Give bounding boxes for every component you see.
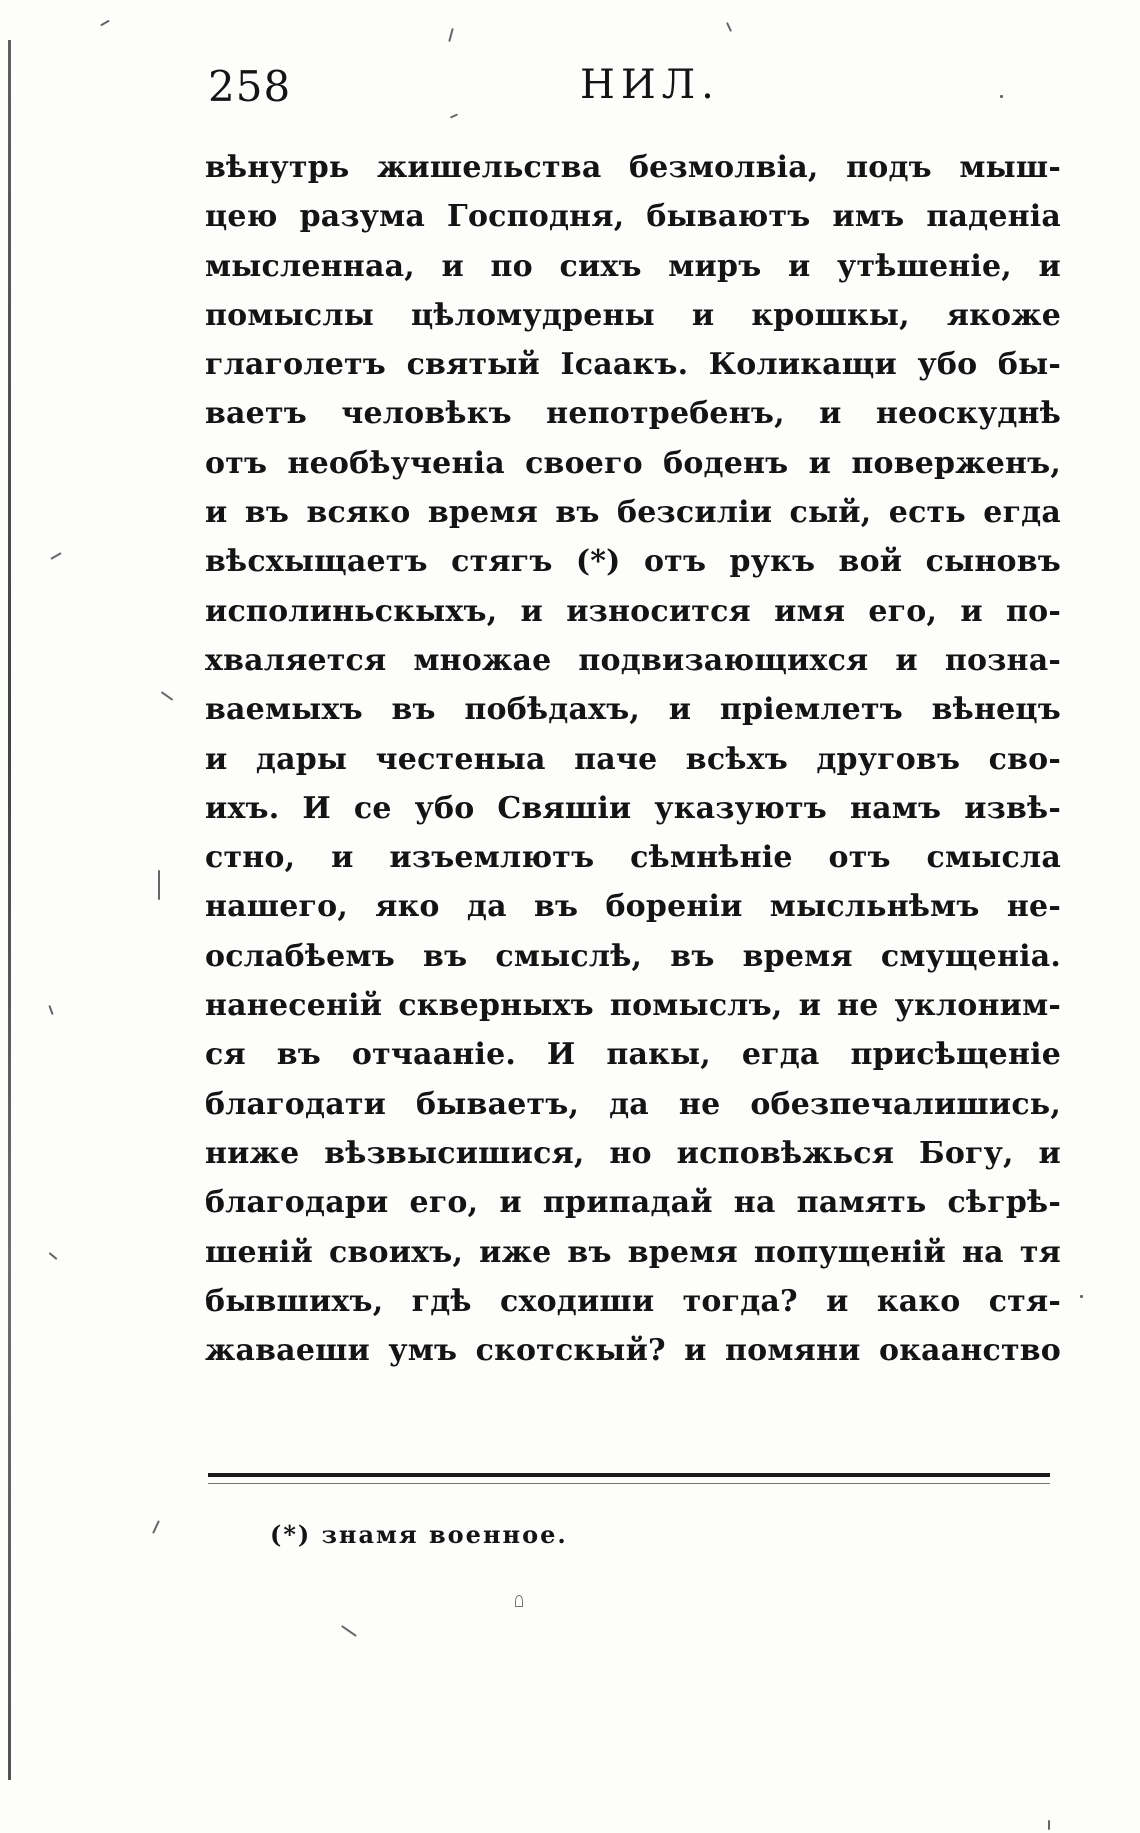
text-line: благодари его, и припадай на память сѣгрѣ- [205,1185,1061,1221]
body-text [205,143,1061,1375]
scan-speck [726,22,732,32]
text-line: благодати бываетъ, да не обезпечалишись, [205,1086,1061,1122]
text-line: и дары честеныа паче всѣхъ друговъ сво- [205,741,1061,777]
text-line: стно, и изъемлютъ сѣмнѣніе отъ смысла [205,840,1061,876]
text-line: исполиньскыхъ, и износится имя его, и по- [205,593,1061,629]
text-line: ослабѣемъ въ смыслѣ, въ время смущеніа. [205,938,1061,974]
text-line: глаголетъ святый Ісаакъ. Коликащи убо бы- [205,347,1061,383]
text-line: цею разума Господня, бываютъ имъ паденіа [205,199,1061,235]
text-line: нашего, яко да въ бореніи мысльнѣмъ не- [205,889,1061,925]
text-line: ваетъ человѣкъ непотребенъ, и неоскуднѣ [205,396,1061,432]
text-line: бывшихъ, гдѣ сходиши тогда? и како стя- [205,1283,1061,1319]
text-line: вѣсхыщаетъ стягъ (*) отъ рукъ вой сыновъ [205,544,1061,580]
text-line: жаваеши умъ скотскый? и помяни окаанство [205,1333,1061,1369]
text-line: нанесеній скверныхъ помыслъ, и не уклоним- [205,988,1061,1024]
scan-speck [341,1625,357,1637]
scan-speck [100,20,110,27]
text-line: помыслы цѣломудрены и крошкы, якоже [205,297,1061,333]
scan-speck [515,1595,523,1607]
footnote-rule [208,1473,1050,1477]
text-line: и въ всяко время въ безсиліи сый, есть егда [205,495,1061,531]
scan-speck [50,552,61,560]
scan-speck [49,1252,58,1260]
scan-speck [158,870,160,900]
footnote-rule-shadow [208,1483,1050,1484]
text-line: отъ необѣученіа своего боденъ и поверженъ, [205,445,1061,481]
page-header [208,62,1038,122]
text-line: хваляется множае подвизающихся и позна- [205,642,1061,678]
scan-speck [1080,1295,1083,1298]
scan-speck [1000,95,1003,98]
running-head: НИЛ. [580,62,720,108]
text-line: вѣнутрь жишельства безмолвіа, подъ мыш- [205,150,1061,185]
scan-speck [1048,1820,1050,1830]
scan-speck [161,691,174,701]
text-line: ниже вѣзвысишися, но исповѣжься Богу, и [205,1135,1061,1171]
scan-speck [448,28,454,42]
text-line: ихъ. И се убо Свяшіи указуютъ намъ извѣ- [205,790,1061,826]
text-line: ся въ отчааніе. И пакы, егда присѣщеніе [205,1037,1061,1073]
page-number: 258 [208,62,292,111]
footnote: (*) знамя военное. [270,1520,568,1549]
scan-speck [48,1005,53,1015]
text-line: шеній своихъ, иже въ время попущеній на тя [205,1234,1061,1270]
text-line: мысленнаа, и по сихъ миръ и утѣшеніе, и [205,248,1061,284]
text-line: ваемыхъ въ побѣдахъ, и пріемлетъ вѣнецъ [205,692,1061,728]
page-binding-edge [8,40,11,1780]
scan-speck [152,1520,160,1534]
